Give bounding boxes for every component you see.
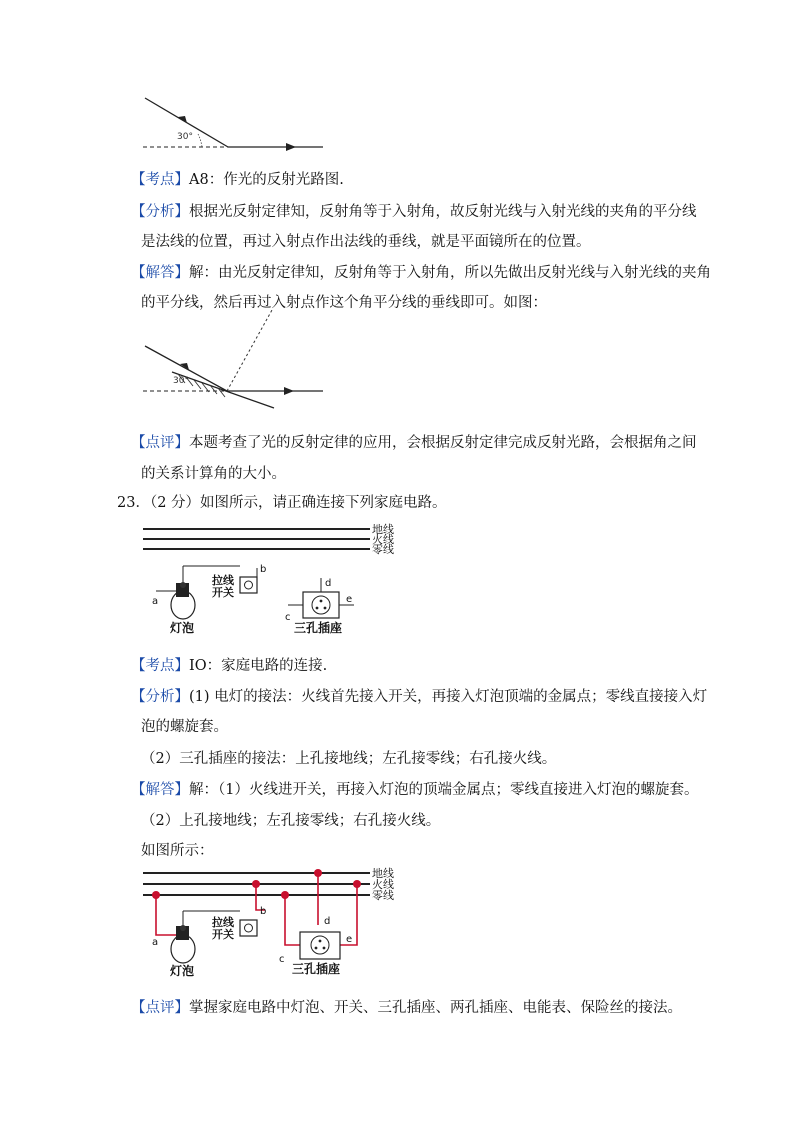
fenxi-1-line1: 【分析】根据光反射定律知，反射角等于入射角，故反射光线与入射光线的夹角的平分线 xyxy=(131,204,697,220)
fenxi-tag: 【分析】 xyxy=(131,204,189,220)
jieda-2-line3: 如图所示： xyxy=(141,843,214,859)
label-b: b xyxy=(260,564,267,575)
svg-text:a: a xyxy=(152,937,159,948)
svg-text:d: d xyxy=(324,916,331,927)
label-c: c xyxy=(285,612,291,623)
jieda-1-line1: 【解答】解：由光反射定律知，反射角等于入射角，所以先做出反射光线与入射光线的夹角 xyxy=(131,265,711,281)
neutral-label: 零线 xyxy=(372,543,394,556)
svg-text:灯泡: 灯泡 xyxy=(170,964,195,978)
svg-text:火线: 火线 xyxy=(372,878,394,891)
socket-label: 三孔插座 xyxy=(294,621,343,635)
jieda-1-line2: 的平分线，然后再过入射点作这个角平分线的垂线即可。如图： xyxy=(141,295,547,311)
fenxi-2-line3: （2）三孔插座的接法：上孔接地线；左孔接零线；右孔接火线。 xyxy=(141,751,557,767)
bulb-label: 灯泡 xyxy=(170,621,195,635)
jieda-tag: 【解答】 xyxy=(131,265,189,281)
live-label: 火线 xyxy=(372,533,394,546)
fenxi-1-line2: 是法线的位置，再过入射点作出法线的垂线，就是平面镜所在的位置。 xyxy=(141,234,591,250)
fenxi-2-line1: 【分析】(1) 电灯的接法：火线首先接入开关，再接入灯泡顶端的金属点；零线直接接入灯 xyxy=(131,689,708,705)
svg-text:三孔插座: 三孔插座 xyxy=(292,962,341,976)
kaodian-tag: 【考点】 xyxy=(131,172,189,188)
switch-label-1: 拉线 xyxy=(212,574,234,587)
dianping-1-line1: 【点评】本题考查了光的反射定律的应用，会根据反射定律完成反射光路，会根据角之间 xyxy=(131,435,697,451)
angle-label-2: 30° xyxy=(173,376,189,386)
svg-text:零线: 零线 xyxy=(372,889,394,902)
ground-label: 地线 xyxy=(372,523,394,536)
dianping-2: 【点评】掌握家庭电路中灯泡、开关、三孔插座、两孔插座、电能表、保险丝的接法。 xyxy=(131,1000,682,1016)
dianping-tag: 【点评】 xyxy=(131,435,189,451)
label-a: a xyxy=(152,596,159,607)
jieda-2-line1: 【解答】解：（1）火线进开关，再接入灯泡的顶端金属点；零线直接进入灯泡的螺旋套。 xyxy=(131,782,699,798)
question-23: 23．（2 分）如图所示，请正确连接下列家庭电路。 xyxy=(117,495,447,511)
svg-text:e: e xyxy=(346,934,353,945)
fenxi-2-line2: 泡的螺旋套。 xyxy=(141,719,228,735)
svg-text:地线: 地线 xyxy=(372,867,394,880)
kaodian-text: A8：作光的反射光路图. xyxy=(189,172,344,188)
label-e: e xyxy=(346,594,353,605)
svg-text:c: c xyxy=(279,954,285,965)
label-d: d xyxy=(325,578,332,589)
dianping-1-line2: 的关系计算角的大小。 xyxy=(141,466,286,482)
svg-text:拉线: 拉线 xyxy=(212,916,234,929)
angle-label: 30° xyxy=(177,132,193,142)
kaodian-2: 【考点】IO：家庭电路的连接. xyxy=(131,658,328,674)
svg-text:开关: 开关 xyxy=(212,928,234,941)
jieda-2-line2: （2）上孔接地线；左孔接零线；右孔接火线。 xyxy=(141,813,441,829)
switch-label-2: 开关 xyxy=(212,586,234,599)
svg-text:b: b xyxy=(260,906,267,917)
